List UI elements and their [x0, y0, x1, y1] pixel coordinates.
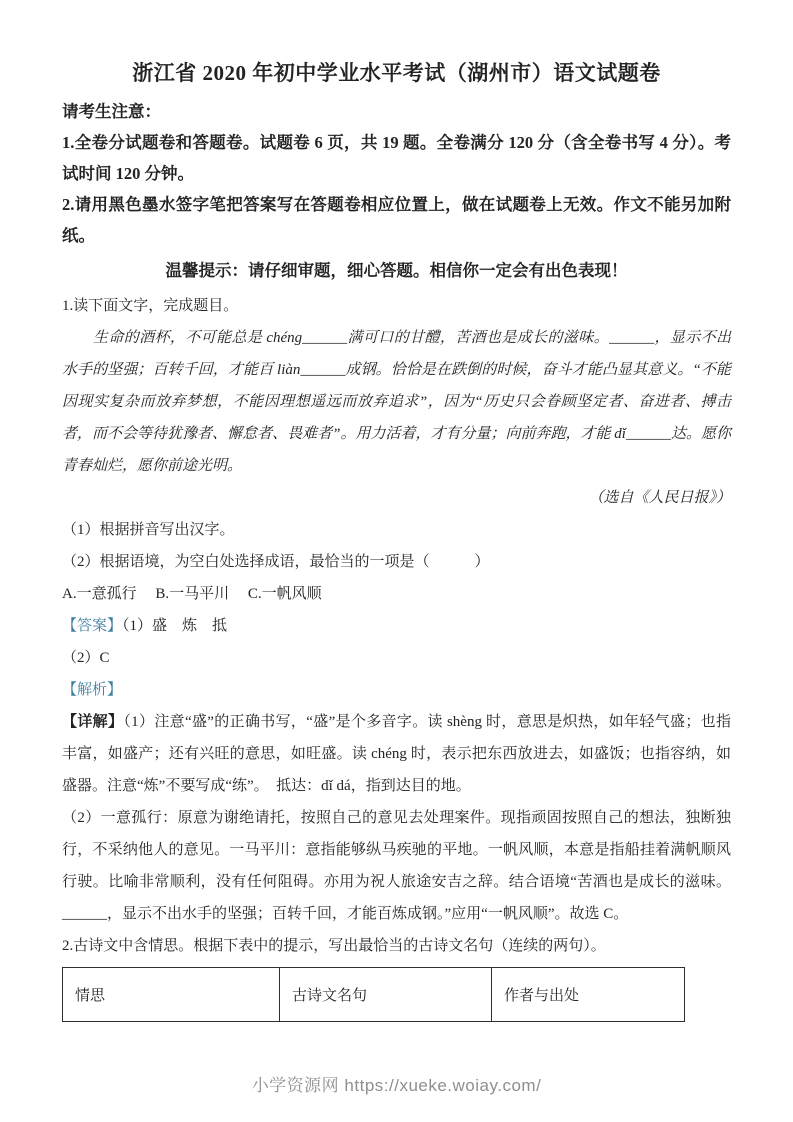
- notice-section: [62, 96, 731, 286]
- question-2: [62, 930, 731, 1022]
- q1-detail-1-text: （1）注意“盛”的正确书写，“盛”是个多音字。读 shèng 时，意思是炽热，如年轻气盛；也指丰富，如盛产；还有兴旺的意思，如旺盛。读 chéng 时，表示把东西放进去，如盛饭；也指容纳，如盛器。注意“炼”不要写成“练”。 抵达：dǐ dá，指到达目的地。: [62, 714, 731, 794]
- table-header-author-source: 作者与出处: [492, 968, 685, 1022]
- q2-answer-table: [62, 967, 685, 1022]
- q1-answer-line-2: （2）C: [62, 650, 110, 666]
- q1-detail-2: （2）一意孤行：原意为谢绝请托，按照自己的意见去处理案件。现指顽固按照自己的想法，独断独行，不采纳他人的意见。一马平川：意指能够纵马疾驰的平地。一帆风顺，本意是指船挂着满帆顺风行驶。比喻非常顺利，没有任何阻碍。亦用为祝人旅途安吉之辞。结合语境“苦酒也是成长的滋味。______，显示不出水手的坚强；百转千回，才能百炼成钢。”应用“一帆风顺”。故选 C。: [62, 810, 731, 922]
- q1-options: A.一意孤行 B.一马平川 C.一帆风顺: [62, 586, 322, 602]
- q1-answer-1-text: （1）盛 炼 抵: [122, 618, 228, 634]
- answer-label: 【答案】: [62, 618, 123, 634]
- notice-item-2: 2.请用黑色墨水签字笔把答案写在答题卷相应位置上，做在试题卷上无效。作文不能另加附纸。: [62, 195, 731, 245]
- table-header-emotion: 情思: [63, 968, 280, 1022]
- table-header-row: [63, 968, 685, 1022]
- q1-subquestion-2: （2）根据语境，为空白处选择成语，最恰当的一项是（ ）: [62, 554, 490, 570]
- q1-passage: 生命的酒杯，不可能总是 chéng______满可口的甘醴，苦酒也是成长的滋味。______，显示不出水手的坚强；百转千回，才能百 liàn______成钢。恰恰是在跌倒的时候，奋斗才能凸显其意义。“不能因现实复杂而放弃梦想，不能因理想遥远而放弃追求”，因为“历史只会眷顾坚定者、奋进者、搏击者，而不会等待犹豫者、懈怠者、畏难者”。用力活着，才有分量；向前奔跑，才能 dǐ______达。愿你青春灿烂，愿你前途光明。: [62, 330, 731, 474]
- notice-item-1: 1.全卷分试题卷和答题卷。试题卷 6 页，共 19 题。全卷满分 120 分（含全卷书写 4 分）。考试时间 120 分钟。: [62, 133, 731, 183]
- notice-tip: 温馨提示：请仔细审题，细心答题。相信你一定会有出色表现！: [165, 261, 628, 280]
- q1-source: （选自《人民日报》）: [588, 490, 731, 506]
- footer-site-name: 小学资源网: [251, 1076, 340, 1095]
- footer-url: https://xueke.woiay.com/: [344, 1076, 542, 1095]
- table-header-famous-line: 古诗文名句: [280, 968, 492, 1022]
- footer-watermark: [0, 1071, 793, 1096]
- q1-stem: 1.读下面文字，完成题目。: [62, 298, 239, 314]
- q1-answer-line-1: [62, 610, 731, 642]
- page-title: 浙江省 2020 年初中学业水平考试（湖州市）语文试题卷: [132, 61, 661, 85]
- analysis-label: 【解析】: [62, 682, 123, 698]
- question-1: [62, 290, 731, 930]
- detail-label: 【详解】: [62, 714, 124, 730]
- q2-stem: 2.古诗文中含情思。根据下表中的提示，写出最恰当的古诗文名句（连续的两句）。: [62, 938, 606, 954]
- q1-subquestion-1: （1）根据拼音写出汉字。: [62, 522, 235, 538]
- q1-detail-1: [62, 706, 731, 802]
- notice-heading: 请考生注意：: [62, 102, 161, 121]
